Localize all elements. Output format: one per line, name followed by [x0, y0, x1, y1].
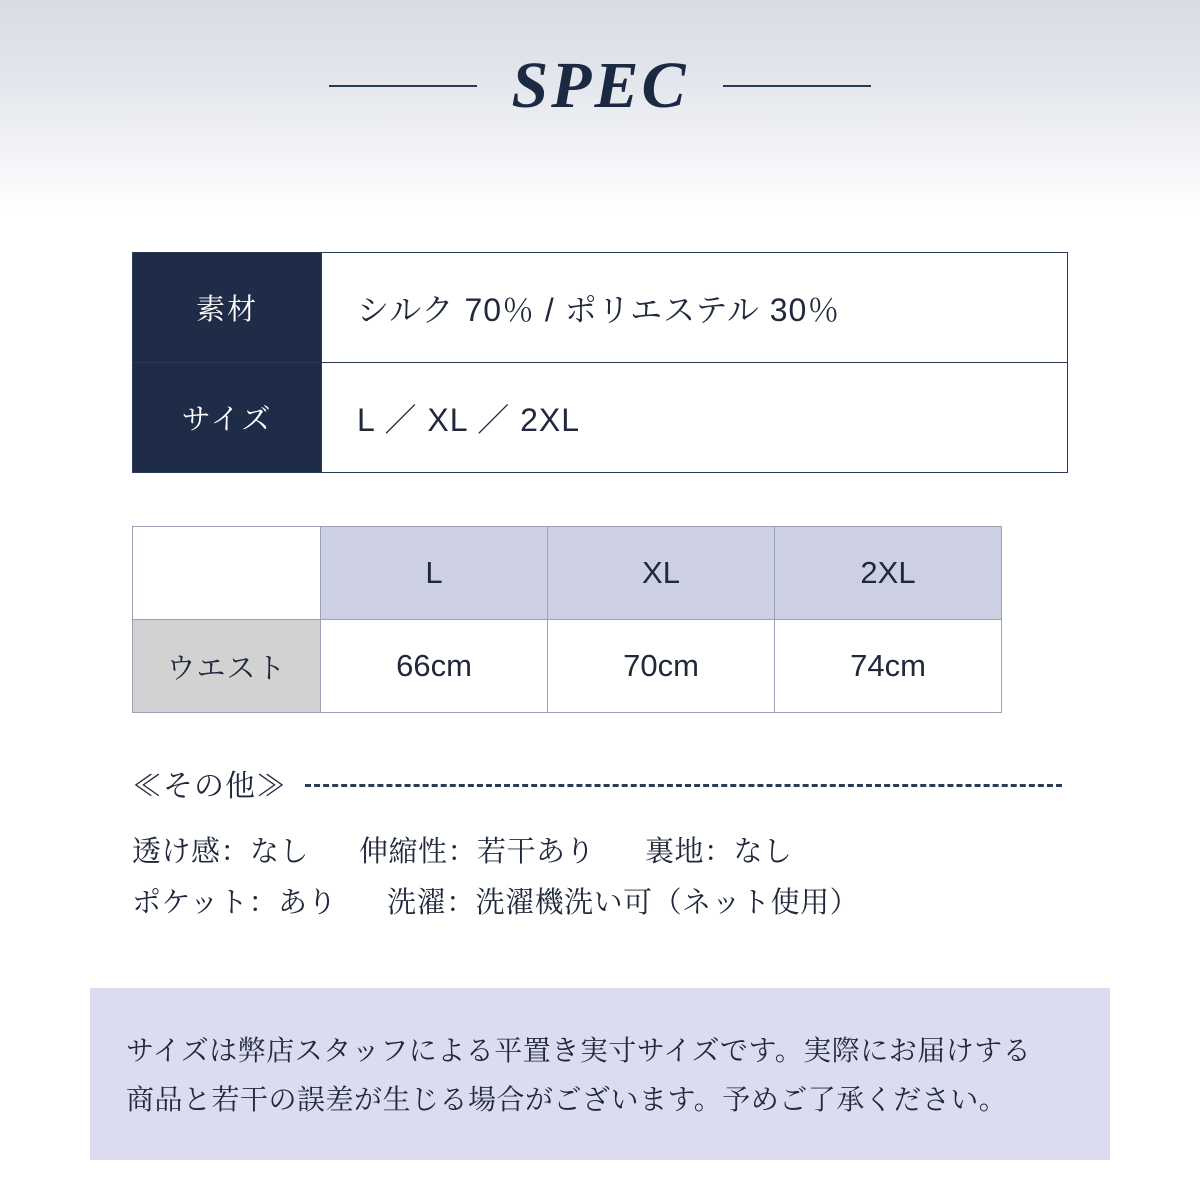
other-row-2: [132, 878, 1068, 929]
header-rule-right: [723, 85, 871, 87]
spec-label-size: サイズ: [133, 363, 322, 473]
other-section-header: [132, 761, 1068, 805]
main-content: [0, 252, 1200, 929]
size-column-2xl: 2XL: [775, 527, 1002, 620]
other-item-pocket: ポケット：あり: [132, 886, 338, 919]
size-row-head-waist: ウエスト: [133, 620, 321, 713]
size-measurement-table: [132, 526, 1002, 713]
header-rule-left: [329, 85, 477, 87]
table-row: [133, 620, 1002, 713]
dashed-divider: [305, 784, 1062, 787]
page-header: [0, 0, 1200, 215]
size-cell-waist-xl: 70cm: [548, 620, 775, 713]
other-item-stretch: 伸縮性：若干あり: [359, 836, 596, 868]
size-column-xl: XL: [548, 527, 775, 620]
table-row: [133, 253, 1068, 363]
other-row-1: [132, 827, 1068, 878]
note-line-2: 商品と若干の誤差が生じる場合がございます。予めご了承ください。: [126, 1084, 1008, 1115]
spec-value-size: L ／ XL ／ 2XL: [322, 363, 1068, 473]
other-section: [132, 761, 1068, 929]
other-section-title: ≪その他≫: [132, 770, 287, 803]
other-item-washing: 洗濯：洗濯機洗い可（ネット使用）: [387, 886, 860, 919]
size-table-corner: [133, 527, 321, 620]
other-section-lines: [132, 827, 1068, 929]
size-cell-waist-l: 66cm: [321, 620, 548, 713]
note-line-1: サイズは弊店スタッフによる平置き実寸サイズです。実際にお届けする: [126, 1035, 1032, 1066]
table-row: [133, 363, 1068, 473]
spec-value-material: シルク 70％ / ポリエステル 30％: [322, 253, 1068, 363]
size-column-l: L: [321, 527, 548, 620]
note-box: [90, 988, 1110, 1160]
page-title: SPEC: [511, 48, 689, 122]
header-inner: [329, 48, 870, 122]
size-cell-waist-2xl: 74cm: [775, 620, 1002, 713]
spec-info-table: [132, 252, 1068, 473]
other-item-sheerness: 透け感：なし: [132, 836, 310, 868]
table-header-row: [133, 527, 1002, 620]
other-item-lining: 裏地：なし: [645, 836, 793, 868]
spec-label-material: 素材: [133, 253, 322, 363]
